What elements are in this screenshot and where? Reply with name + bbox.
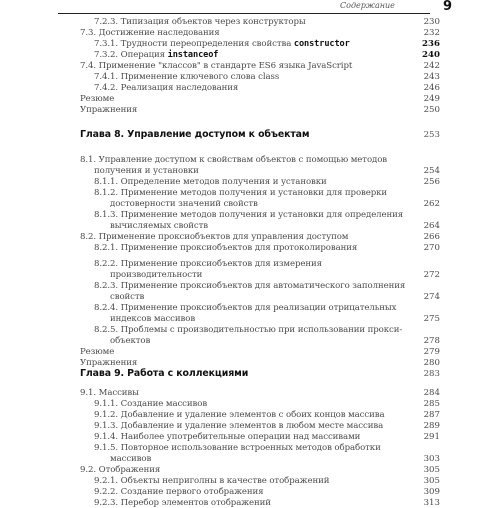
toc-entry-page: 291 — [423, 432, 440, 442]
toc-entry-title: 8.2.3. Применение проксиобъектов для автоматического заполнения — [94, 281, 406, 291]
toc-entry-title: 9.2.3. Перебор элементов отображений — [94, 498, 271, 508]
toc-entry-title: Глава 9. Работа с коллекциями — [80, 368, 249, 379]
toc-entry-page: 246 — [423, 83, 440, 93]
toc-entry-title: 8.2.2. Применение проксиобъектов для измерения — [94, 259, 322, 269]
toc-entry-title: 7.3.2. Операция instanceof — [94, 50, 219, 60]
toc-entry-page: 275 — [423, 314, 440, 324]
toc-entry-title: массивов — [110, 454, 152, 464]
toc-entry-title: 7.3.1. Трудности переопределения свойства constructor — [94, 39, 350, 49]
toc-entry-page: 242 — [423, 61, 440, 71]
toc-entry-title: вычисляемых свойств — [110, 221, 209, 231]
toc-entry-page: 236 — [422, 39, 440, 49]
toc-entry-title: 9.1.1. Создание массивов — [94, 399, 208, 409]
toc-entry-page: 230 — [423, 17, 440, 27]
toc-entry-title: 9.1.5. Повторное использование встроенных методов обработки — [94, 443, 381, 453]
toc-entry-title: 8.2.4. Применение проксиобъектов для реализации отрицательных — [94, 303, 397, 313]
toc-entry-page: 284 — [423, 388, 440, 398]
toc-entry-title: 7.2.3. Типизация объектов через конструкторы — [94, 17, 306, 27]
toc-entry-page: 256 — [423, 177, 440, 187]
toc-entry-page: 266 — [423, 232, 440, 242]
toc-entry-page: 250 — [423, 105, 440, 115]
toc-entry-page: 262 — [423, 199, 440, 209]
toc-entry-title: 9.2.2. Создание первого отображения — [94, 487, 264, 497]
toc-entry-page: 278 — [423, 336, 440, 346]
toc-entry-page: 305 — [423, 476, 440, 486]
toc-entry-page: 249 — [423, 94, 440, 104]
toc-entry-code: instanceof — [167, 50, 219, 60]
toc-entry-title: 7.4.1. Применение ключевого слова class — [94, 72, 280, 82]
toc-entry-title: 8.2.5. Проблемы с производительностью при использовании прокси- — [94, 325, 403, 335]
toc-entry-title: Упражнения — [80, 358, 138, 368]
toc-entry-title: 8.1. Управление доступом к свойствам объектов с помощью методов — [80, 155, 388, 165]
toc-entry-page: 253 — [423, 130, 440, 140]
toc-entry-page: 309 — [423, 487, 440, 497]
toc-entry-page: 289 — [423, 421, 440, 431]
toc-entry-title: Резюме — [80, 94, 115, 104]
toc-entry-page: 285 — [423, 399, 440, 409]
toc-entry-page: 313 — [423, 498, 440, 508]
toc-entry-title: 8.1.2. Применение методов получения и установки для проверки — [94, 188, 388, 198]
toc-entry-title: 9.2. Отображения — [80, 465, 161, 475]
toc-entry-title: 7.3. Достижение наследования — [80, 28, 220, 38]
toc-entry-page: 303 — [423, 454, 440, 464]
toc-entry-title: производительности — [110, 270, 203, 280]
toc-entry-title: 7.4. Применение "классов" в стандарте ES6 языка JavaScript — [80, 61, 353, 71]
toc-entry-title: объектов — [110, 336, 151, 346]
toc-entry-code: constructor — [293, 39, 350, 49]
toc-entry-page: 270 — [423, 243, 440, 253]
toc-entry-title: 8.2.1. Применение проксиобъектов для протоколирования — [94, 243, 358, 253]
toc-entry-title: достоверности значений свойств — [110, 199, 258, 209]
toc-entry-title: 9.1.4. Наиболее употребительные операции над массивами — [94, 432, 361, 442]
toc-entry-title: Упражнения — [80, 105, 138, 115]
page-number: 9 — [443, 0, 453, 14]
toc-entry-title: свойств — [110, 292, 145, 302]
toc-entry-title: 8.1.1. Определение методов получения и установки — [94, 177, 327, 187]
running-header — [0, 0, 500, 14]
toc-entry-title: Глава 8. Управление доступом к объектам — [80, 129, 310, 140]
toc-entry-title: Резюме — [80, 347, 115, 357]
toc-entry-title: 7.4.2. Реализация наследования — [94, 83, 239, 93]
toc-entry-page: 287 — [423, 410, 440, 420]
toc-entry-page: 272 — [423, 270, 440, 280]
toc-entry-page: 283 — [423, 369, 440, 379]
toc-entry-page: 280 — [423, 358, 440, 368]
toc-entry-page: 274 — [423, 292, 440, 302]
toc-entry-page: 254 — [423, 166, 440, 176]
toc-entry-title: 8.1.3. Применение методов получения и установки для определения — [94, 210, 404, 220]
toc-entry-title: 9.1.3. Добавление и удаление элементов в любом месте массива — [94, 421, 384, 431]
toc-entry-page: 279 — [423, 347, 440, 357]
toc-entry-page: 305 — [423, 465, 440, 475]
toc-entry-page: 264 — [423, 221, 440, 231]
toc-entry-title: 9.1.2. Добавление и удаление элементов с обоих концов массива — [94, 410, 385, 420]
header-rule — [58, 13, 430, 14]
toc-entry-title: 9.2.1. Объекты неприголны в качестве отображений — [94, 476, 330, 486]
toc-entry-title: 8.2. Применение проксиобъектов для управления доступом — [80, 232, 349, 242]
running-header-label: Содержание — [340, 1, 395, 10]
toc-entry-page: 232 — [423, 28, 440, 38]
toc-entry-title: 9.1. Массивы — [80, 388, 139, 398]
toc-entry-title: индексов массивов — [110, 314, 196, 324]
toc-entry-page: 240 — [422, 50, 440, 60]
toc-entry-title: получения и установки — [94, 166, 199, 176]
toc-entry-page: 243 — [423, 72, 440, 82]
